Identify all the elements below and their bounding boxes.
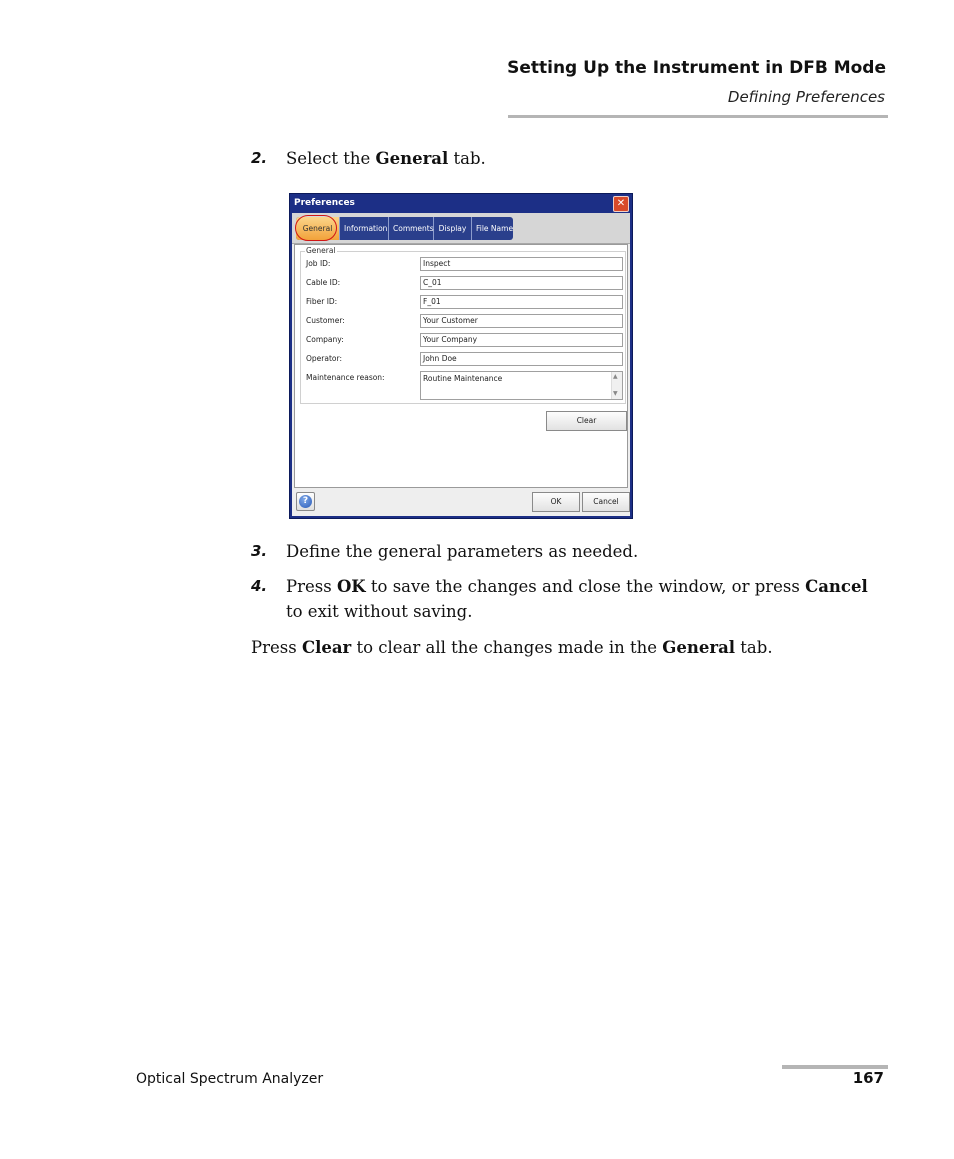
maintenance-reason-value: Routine Maintenance — [423, 374, 503, 383]
ok-button[interactable]: OK — [532, 492, 580, 512]
help-icon: ? — [299, 495, 312, 508]
clear-note: Press Clear to clear all the changes made in the General tab. — [251, 638, 773, 657]
tab-strip — [292, 213, 630, 244]
dialog-body — [292, 213, 630, 516]
scroll-down-icon[interactable]: ▼ — [613, 390, 618, 397]
maintenance-reason-label: Maintenance reason: — [306, 373, 385, 382]
company-input[interactable]: Your Company — [420, 333, 623, 347]
operator-label: Operator: — [306, 354, 342, 363]
group-label: General — [306, 246, 336, 255]
step-text: Press OK to save the changes and close the window, or press Cancel to exit without saving. — [286, 577, 868, 621]
help-button[interactable] — [296, 492, 315, 511]
tab-comments[interactable]: Comments — [389, 217, 434, 240]
scroll-up-icon[interactable]: ▲ — [613, 373, 618, 380]
clear-button[interactable]: Clear — [546, 411, 627, 431]
running-header-subtitle: Defining Preferences — [727, 88, 885, 106]
company-label: Company: — [306, 335, 344, 344]
general-panel — [294, 244, 628, 488]
tab-general[interactable]: General — [296, 217, 340, 240]
tab-file-name[interactable]: File Name — [476, 224, 514, 233]
step-text: Select the General tab. — [286, 149, 486, 168]
customer-label: Customer: — [306, 316, 345, 325]
fiber-id-input[interactable]: F_01 — [420, 295, 623, 309]
preferences-dialog — [289, 193, 633, 519]
textarea-scrollbar[interactable] — [611, 372, 622, 399]
dialog-title: Preferences — [294, 198, 355, 208]
customer-input[interactable]: Your Customer — [420, 314, 623, 328]
running-header-title: Setting Up the Instrument in DFB Mode — [507, 58, 886, 78]
cancel-button[interactable]: Cancel — [582, 492, 630, 512]
header-rule — [508, 115, 888, 118]
step-number: 3. — [251, 542, 268, 560]
page-number: 167 — [852, 1069, 884, 1087]
step-number: 2. — [251, 149, 268, 167]
maintenance-reason-textarea[interactable] — [420, 371, 623, 400]
job-id-label: Job ID: — [306, 259, 331, 268]
tab-highlight-circle — [295, 215, 337, 241]
cable-id-input[interactable]: C_01 — [420, 276, 623, 290]
operator-input[interactable]: John Doe — [420, 352, 623, 366]
footer-product-name: Optical Spectrum Analyzer — [136, 1071, 324, 1087]
general-group — [300, 246, 626, 404]
tab-display[interactable]: Display — [434, 217, 472, 240]
cable-id-label: Cable ID: — [306, 278, 341, 287]
step-text: Define the general parameters as needed. — [286, 542, 639, 561]
tab-information[interactable]: Information — [340, 217, 389, 240]
job-id-input[interactable]: Inspect — [420, 257, 623, 271]
step-number: 4. — [251, 577, 268, 595]
close-icon[interactable]: ✕ — [613, 196, 629, 212]
dialog-footer — [292, 489, 630, 516]
fiber-id-label: Fiber ID: — [306, 297, 338, 306]
